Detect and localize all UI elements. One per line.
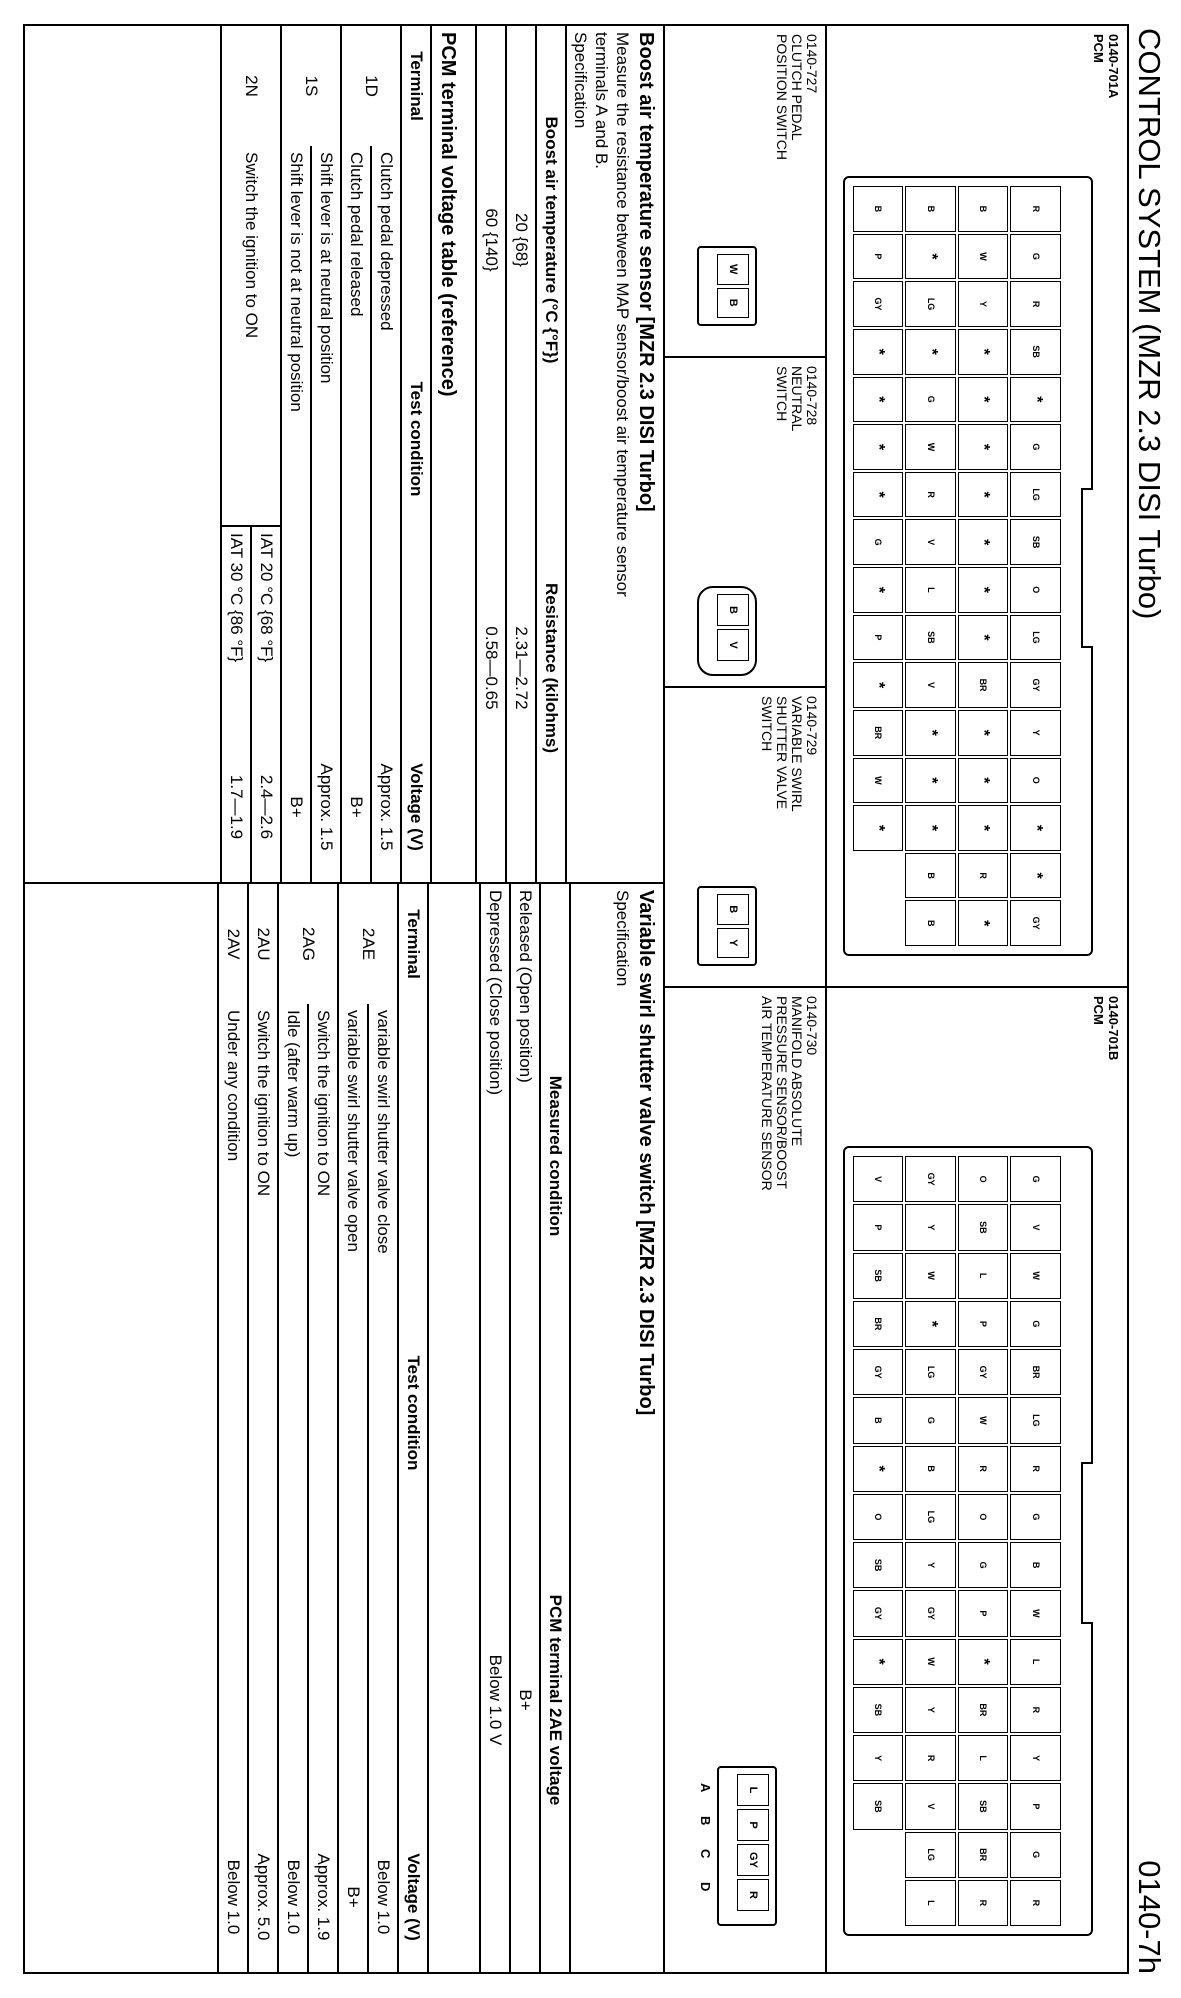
connector-pin: * xyxy=(958,805,1009,851)
swirl-name-3: SWITCH xyxy=(759,696,775,752)
connector-pin: GY xyxy=(853,1349,904,1395)
pcm-b-name: PCM xyxy=(1091,996,1106,1025)
connector-pin: P xyxy=(958,1590,1009,1636)
volt-cell: 1.7—1.9 xyxy=(221,732,251,882)
boost-sensor-desc-1: Measure the resistance between MAP sensor/boost air temperature sensor xyxy=(613,32,632,597)
connector-pin: BR xyxy=(1011,1349,1062,1395)
connector-panel xyxy=(663,24,1129,1974)
col-voltage: Voltage (V) xyxy=(401,732,431,882)
connector-pin: B xyxy=(958,186,1009,232)
page-title: CONTROL SYSTEM (MZR 2.3 DISI Turbo) xyxy=(1132,28,1167,620)
connector-pin: P xyxy=(853,1204,904,1250)
connector-pin: G xyxy=(1011,1832,1062,1878)
connector-pin: * xyxy=(958,377,1009,423)
map-pin-letter: A xyxy=(698,1783,713,1793)
connector-pin: SB xyxy=(958,1204,1009,1250)
map-name-2: PRESSURE SENSOR/BOOST xyxy=(774,996,790,1189)
terminal-cell: 2N xyxy=(221,26,281,146)
connector-pin: B xyxy=(853,186,904,232)
pcm-a-connector-latch xyxy=(1081,488,1093,647)
connector-pin: R xyxy=(1011,186,1062,232)
connector-pin: BR xyxy=(958,1832,1009,1878)
connector-pin: * xyxy=(958,424,1009,470)
clutch-switch-connector xyxy=(697,246,757,326)
connector-pin: SB xyxy=(853,1253,904,1299)
connector-pin: * xyxy=(958,1639,1009,1685)
connector-pin: SB xyxy=(1011,329,1062,375)
pcm-a-code: 0140-701A xyxy=(1106,34,1121,99)
connector-pin: * xyxy=(958,710,1009,756)
volt-cell: Approx. 1.9 xyxy=(308,1822,338,1972)
pcm-b-pin-grid xyxy=(853,1156,1061,1926)
connector-pin: W xyxy=(958,234,1009,280)
panel-divider-center xyxy=(665,986,1127,988)
connector-pin: P xyxy=(853,615,904,661)
connector-pin: L xyxy=(958,1735,1009,1781)
connector-pin: * xyxy=(1011,377,1062,423)
connector-pin: G xyxy=(958,1542,1009,1588)
connector-pin: G xyxy=(1011,1301,1062,1347)
connector-pin: SB xyxy=(906,615,957,661)
connector-pin: * xyxy=(853,1639,904,1685)
table-row xyxy=(338,884,368,1972)
connector-pin: G xyxy=(853,519,904,565)
connector-pin: BR xyxy=(853,710,904,756)
cond-cell: variable swirl shutter valve open xyxy=(338,1004,368,1822)
connector-pin: O xyxy=(853,1494,904,1540)
connector-pin: G xyxy=(906,1397,957,1443)
connector-pin: R xyxy=(1011,1687,1062,1733)
connector-pin: L xyxy=(906,1880,957,1926)
cond-cell: Clutch pedal released xyxy=(341,146,371,732)
cond-cell: Depressed (Close position) xyxy=(480,884,510,1428)
table-header-row xyxy=(540,884,570,1972)
connector-pin: LG xyxy=(906,1494,957,1540)
clutch-pin: B xyxy=(717,288,749,319)
connector-pin: P xyxy=(958,1301,1009,1347)
divider xyxy=(665,686,827,688)
connector-pin: * xyxy=(853,662,904,708)
connector-pin: R xyxy=(958,1446,1009,1492)
connector-pin: * xyxy=(958,519,1009,565)
cond-cell: variable swirl shutter valve close xyxy=(368,1004,398,1822)
table-row xyxy=(281,26,311,882)
table-header-row xyxy=(398,884,428,1972)
connector-pin: B xyxy=(853,1397,904,1443)
map-pin: GY xyxy=(737,1844,769,1876)
connector-pin: W xyxy=(906,1639,957,1685)
connector-pin: Y xyxy=(906,1542,957,1588)
cond-cell: Under any condition xyxy=(218,1004,248,1822)
connector-pin: BR xyxy=(958,1687,1009,1733)
boost-sensor-spec: Specification xyxy=(571,32,590,129)
volt-cell: 2.4—2.6 xyxy=(251,732,281,882)
col-temp: Boost air temperature (°C {°F}) xyxy=(536,26,566,454)
connector-pin: L xyxy=(958,1253,1009,1299)
connector-pin: B xyxy=(906,1446,957,1492)
swirl-switch-spec: Specification xyxy=(613,890,632,987)
connector-pin: P xyxy=(853,234,904,280)
connector-pin: G xyxy=(1011,234,1062,280)
connector-pin: B xyxy=(1011,1542,1062,1588)
connector-pin: W xyxy=(906,1253,957,1299)
connector-pin: R xyxy=(906,472,957,518)
map-name-1: MANIFOLD ABSOLUTE xyxy=(789,996,805,1147)
connector-pin: SB xyxy=(853,1687,904,1733)
map-pin: P xyxy=(737,1809,769,1841)
connector-pin: * xyxy=(958,472,1009,518)
connector-pin: GY xyxy=(853,281,904,327)
swirl-pin: Y xyxy=(717,928,749,959)
terminal-cell: 2AU xyxy=(248,884,278,1004)
table-row xyxy=(506,26,536,882)
connector-pin: V xyxy=(1011,1204,1062,1250)
connector-pin: P xyxy=(1011,1783,1062,1829)
volt-cell: Below 1.0 V xyxy=(480,1428,510,1972)
table-row xyxy=(311,26,341,882)
volt-cell: Below 1.0 xyxy=(218,1822,248,1972)
pcm-b-code: 0140-701B xyxy=(1106,996,1121,1061)
table-row xyxy=(248,884,278,1972)
col-measured-condition: Measured condition xyxy=(540,884,570,1428)
neutral-switch-connector xyxy=(697,586,757,676)
connector-pin: * xyxy=(958,758,1009,804)
connector-pin: SB xyxy=(958,1783,1009,1829)
table-row xyxy=(218,884,248,1972)
sub-cond-cell: IAT 20 °C {68 °F} xyxy=(251,526,281,732)
swirl-switch-section xyxy=(23,884,663,1974)
connector-pin: L xyxy=(906,567,957,613)
connector-pin: * xyxy=(853,567,904,613)
connector-pin: O xyxy=(1011,567,1062,613)
temp-cell: 20 {68} xyxy=(506,26,536,454)
volt-cell: Below 1.0 xyxy=(368,1822,398,1972)
pcm-voltage-table-right xyxy=(217,884,429,1972)
map-pin: L xyxy=(737,1774,769,1806)
cond-cell: Switch the ignition to ON xyxy=(221,146,281,526)
pcm-table-title: PCM terminal voltage table (reference) xyxy=(437,32,459,397)
cond-cell: Switch the ignition to ON xyxy=(248,1004,278,1822)
map-pin-letter: D xyxy=(698,1882,713,1892)
connector-pin: * xyxy=(906,329,957,375)
connector-pin: * xyxy=(853,329,904,375)
res-cell: 0.58—0.65 xyxy=(476,454,506,882)
connector-pin: GY xyxy=(853,1590,904,1636)
neutral-pin: B xyxy=(717,594,749,626)
connector-pin: G xyxy=(1011,1494,1062,1540)
connector-pin: GY xyxy=(906,1156,957,1202)
volt-cell: Below 1.0 xyxy=(278,1822,308,1972)
table-row xyxy=(278,884,308,1972)
connector-pin: V xyxy=(906,519,957,565)
table-row xyxy=(341,26,371,882)
connector-pin: * xyxy=(906,1301,957,1347)
connector-pin: * xyxy=(1011,805,1062,851)
connector-pin: GY xyxy=(958,1349,1009,1395)
connector-pin: * xyxy=(906,758,957,804)
volt-cell: Approx. 1.5 xyxy=(311,732,341,882)
connector-pin: B xyxy=(906,186,957,232)
connector-pin: * xyxy=(958,900,1009,946)
map-pin: R xyxy=(737,1879,769,1911)
connector-pin: V xyxy=(853,1156,904,1202)
connector-pin: LG xyxy=(1011,1397,1062,1443)
connector-pin: * xyxy=(958,567,1009,613)
col-voltage: Voltage (V) xyxy=(398,1822,428,1972)
panel-divider-left xyxy=(825,26,827,986)
boost-sensor-desc-2: terminals A and B. xyxy=(592,32,611,170)
connector-pin: R xyxy=(958,1880,1009,1926)
terminal-cell: 2AG xyxy=(278,884,338,1004)
col-condition: Test condition xyxy=(401,146,431,732)
connector-pin: Y xyxy=(853,1735,904,1781)
connector-pin: R xyxy=(1011,1446,1062,1492)
volt-cell: Approx. 5.0 xyxy=(248,1822,278,1972)
map-code: 0140-730 xyxy=(804,996,820,1056)
swirl-name-1: VARIABLE SWIRL xyxy=(789,696,805,812)
pcm-b-connector-latch xyxy=(1081,1462,1093,1623)
pcm-a-pin-grid xyxy=(853,186,1061,946)
swirl-switch-title: Variable swirl shutter valve switch [MZR 2.3 DISI Turbo] xyxy=(635,890,657,1416)
swirl-name-2: SHUTTER VALVE xyxy=(774,696,790,810)
connector-pin: G xyxy=(1011,1156,1062,1202)
cond-cell: Released (Open position) xyxy=(510,884,540,1428)
connector-pin: G xyxy=(906,377,957,423)
map-pin-letter: C xyxy=(698,1849,713,1859)
connector-pin: LG xyxy=(1011,615,1062,661)
cond-cell: Clutch pedal depressed xyxy=(371,146,401,732)
neutral-pin: V xyxy=(717,629,749,661)
cond-cell: Idle (after warm up) xyxy=(278,1004,308,1822)
connector-pin: LG xyxy=(906,1349,957,1395)
connector-pin: Y xyxy=(958,281,1009,327)
connector-pin: L xyxy=(1011,1639,1062,1685)
map-sensor-connector xyxy=(717,1766,777,1926)
divider xyxy=(665,356,827,358)
table-row xyxy=(510,884,540,1972)
terminal-cell: 1S xyxy=(281,26,341,146)
connector-pin: Y xyxy=(1011,1735,1062,1781)
res-cell: 2.31—2.72 xyxy=(506,454,536,882)
boost-sensor-section xyxy=(23,24,663,884)
pcm-a-connector xyxy=(843,176,1093,956)
connector-pin: * xyxy=(958,329,1009,375)
connector-pin: W xyxy=(853,758,904,804)
table-row xyxy=(480,884,510,1972)
connector-pin: Y xyxy=(906,1687,957,1733)
terminal-cell: 1D xyxy=(341,26,401,146)
connector-pin: LG xyxy=(906,1832,957,1878)
volt-cell: B+ xyxy=(341,732,371,882)
connector-pin: * xyxy=(906,805,957,851)
cond-cell: Shift lever is at neutral position xyxy=(311,146,341,732)
col-pcm-voltage: PCM terminal 2AE voltage xyxy=(540,1428,570,1972)
swirl-switch-connector xyxy=(697,886,757,966)
boost-sensor-title: Boost air temperature sensor [MZR 2.3 DISI Turbo] xyxy=(635,32,657,512)
connector-pin: * xyxy=(853,1446,904,1492)
map-name-3: AIR TEMPERATURE SENSOR xyxy=(759,996,775,1191)
connector-pin: Y xyxy=(1011,710,1062,756)
connector-pin: SB xyxy=(853,1542,904,1588)
connector-pin: O xyxy=(958,1494,1009,1540)
connector-pin: * xyxy=(906,710,957,756)
col-resistance: Resistance (kilohms) xyxy=(536,454,566,882)
pcm-b-connector xyxy=(843,1146,1093,1936)
swirl-pin: B xyxy=(717,894,749,925)
table-header-row xyxy=(536,26,566,882)
connector-pin: O xyxy=(958,1156,1009,1202)
table-header-row xyxy=(401,26,431,882)
connector-pin: O xyxy=(1011,758,1062,804)
map-pin-letter: B xyxy=(698,1816,713,1826)
connector-pin: R xyxy=(906,1735,957,1781)
connector-pin: SB xyxy=(1011,519,1062,565)
connector-pin: * xyxy=(1011,853,1062,899)
connector-pin: R xyxy=(1011,1880,1062,1926)
cond-cell: Shift lever is not at neutral position xyxy=(281,146,311,732)
neutral-code: 0140-728 xyxy=(804,366,820,426)
table-row xyxy=(251,26,281,882)
volt-cell: B+ xyxy=(338,1822,368,1972)
table-row xyxy=(371,26,401,882)
terminal-cell: 2AE xyxy=(338,884,398,1004)
col-terminal: Terminal xyxy=(401,26,431,146)
temp-cell: 60 {140} xyxy=(476,26,506,454)
connector-pin: Y xyxy=(906,1204,957,1250)
cond-cell: Switch the ignition to ON xyxy=(308,1004,338,1822)
table-row xyxy=(476,26,506,882)
connector-pin: * xyxy=(906,234,957,280)
volt-cell: Approx. 1.5 xyxy=(371,732,401,882)
connector-pin: LG xyxy=(1011,472,1062,518)
connector-pin: W xyxy=(1011,1253,1062,1299)
connector-pin: W xyxy=(958,1397,1009,1443)
connector-pin: * xyxy=(853,805,904,851)
clutch-name-1: CLUTCH PEDAL xyxy=(789,34,805,141)
connector-pin: GY xyxy=(906,1590,957,1636)
connector-pin: LG xyxy=(906,281,957,327)
table-row xyxy=(368,884,398,1972)
connector-pin: V xyxy=(906,1783,957,1829)
pcm-a-name: PCM xyxy=(1091,34,1106,63)
swirl-code: 0140-729 xyxy=(804,696,820,756)
connector-pin: B xyxy=(906,900,957,946)
neutral-name-2: SWITCH xyxy=(774,366,790,422)
connector-pin: GY xyxy=(1011,900,1062,946)
connector-pin: BR xyxy=(958,662,1009,708)
col-terminal: Terminal xyxy=(398,884,428,1004)
connector-pin: GY xyxy=(1011,662,1062,708)
connector-pin: * xyxy=(958,615,1009,661)
neutral-name-1: NEUTRAL xyxy=(789,366,805,432)
volt-cell: B+ xyxy=(281,732,311,882)
connector-pin: R xyxy=(958,853,1009,899)
connector-pin: W xyxy=(1011,1590,1062,1636)
page-number: 0140-7h xyxy=(1132,1860,1167,1974)
volt-cell: B+ xyxy=(510,1428,540,1972)
terminal-cell: 2AV xyxy=(218,884,248,1004)
pcm-voltage-table-left xyxy=(220,26,432,882)
clutch-pin: W xyxy=(717,254,749,285)
connector-pin: SB xyxy=(853,1783,904,1829)
connector-pin: BR xyxy=(853,1301,904,1347)
connector-pin: * xyxy=(853,424,904,470)
connector-pin: B xyxy=(906,853,957,899)
col-condition: Test condition xyxy=(398,1004,428,1822)
connector-pin: G xyxy=(1011,424,1062,470)
connector-pin: R xyxy=(1011,281,1062,327)
connector-pin: * xyxy=(853,377,904,423)
panel-divider-right xyxy=(825,986,827,1972)
swirl-switch-table xyxy=(479,884,571,1972)
table-row xyxy=(308,884,338,1972)
connector-pin: V xyxy=(906,662,957,708)
connector-pin: W xyxy=(906,424,957,470)
boost-sensor-table xyxy=(475,26,567,882)
clutch-code: 0140-727 xyxy=(804,34,820,94)
sub-cond-cell: IAT 30 °C {86 °F} xyxy=(221,526,251,732)
clutch-name-2: POSITION SWITCH xyxy=(774,34,790,160)
connector-pin: * xyxy=(853,472,904,518)
